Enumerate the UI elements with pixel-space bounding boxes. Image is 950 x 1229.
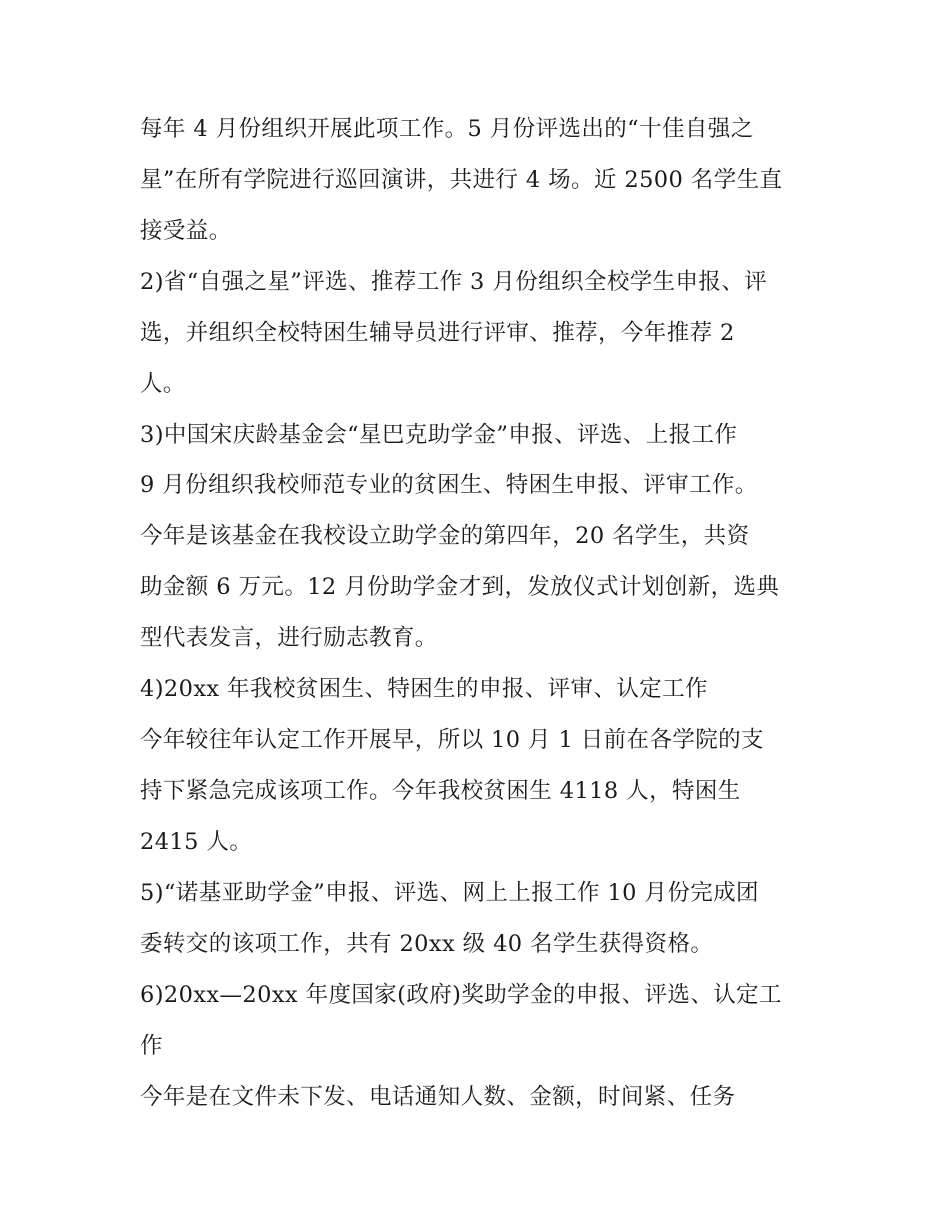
text-line: 今年是在文件未下发、电话通知人数、金额，时间紧、任务: [140, 1084, 736, 1110]
text-line: 4)20xx 年我校贫困生、特困生的申报、评审、认定工作: [140, 676, 708, 702]
text-line: 持下紧急完成该项工作。今年我校贫困生 4118 人，特困生: [140, 778, 741, 804]
text-line: 星”在所有学院进行巡回演讲，共进行 4 场。近 2500 名学生直: [140, 167, 783, 193]
text-line: 5)“诺基亚助学金”申报、评选、网上上报工作 10 月份完成团: [140, 880, 759, 906]
text-line: 3)中国宋庆龄基金会“星巴克助学金”申报、评选、上报工作: [140, 422, 738, 448]
text-line: 作: [140, 1033, 163, 1059]
text-line: 型代表发言，进行励志教育。: [140, 625, 438, 651]
text-line: 人。: [140, 371, 186, 397]
text-line: 9 月份组织我校师范专业的贫困生、特困生申报、评审工作。: [140, 472, 758, 498]
text-line: 每年 4 月份组织开展此项工作。5 月份评选出的“十佳自强之: [140, 116, 754, 142]
text-line: 6)20xx—20xx 年度国家(政府)奖助学金的申报、评选、认定工: [140, 982, 782, 1008]
text-line: 接受益。: [140, 218, 232, 244]
text-line: 2)省“自强之星”评选、推荐工作 3 月份组织全校学生申报、评: [140, 269, 768, 295]
text-line: 委转交的该项工作，共有 20xx 级 40 名学生获得资格。: [140, 931, 714, 957]
text-line: 今年是该基金在我校设立助学金的第四年，20 名学生，共资: [140, 523, 750, 549]
text-line: 今年较往年认定工作开展早，所以 10 月 1 日前在各学院的支: [140, 727, 764, 753]
text-line: 2415 人。: [140, 829, 253, 855]
text-line: 助金额 6 万元。12 月份助学金才到，发放仪式计划创新，选典: [140, 574, 780, 600]
text-line: 选，并组织全校特困生辅导员进行评审、推荐，今年推荐 2: [140, 320, 735, 346]
